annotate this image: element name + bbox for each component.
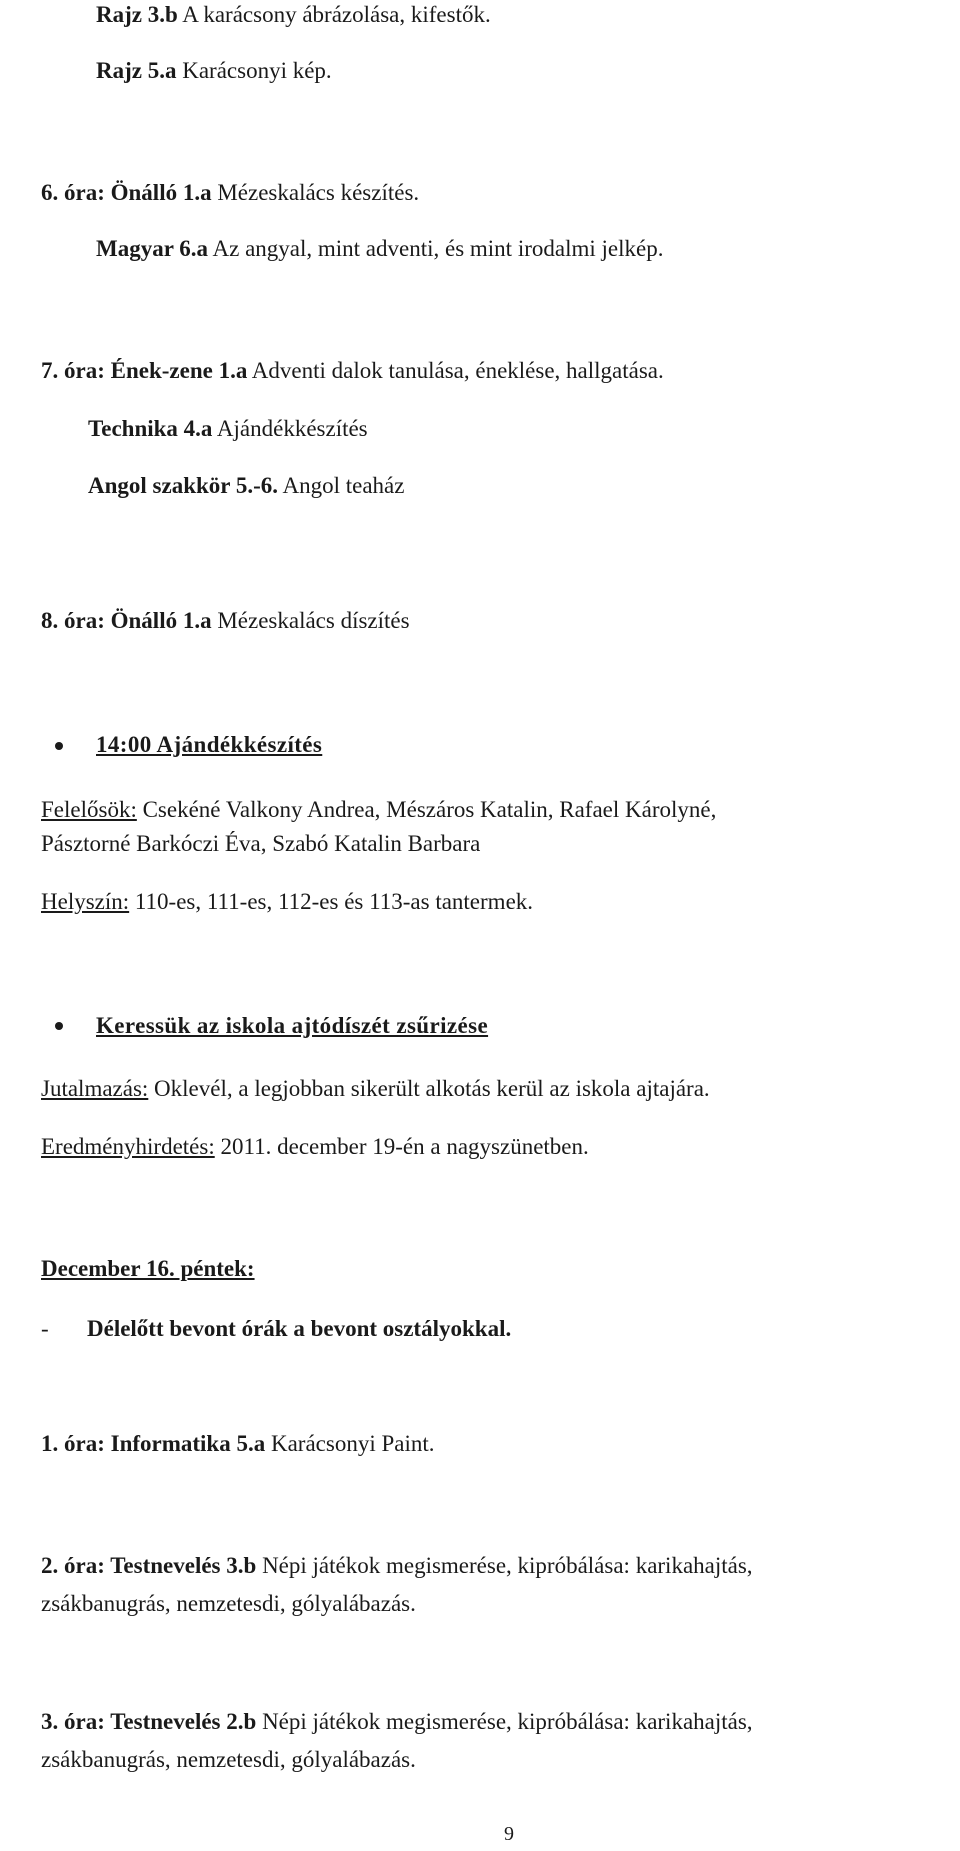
ajandek-responsible-line-2: Pásztorné Barkóczi Éva, Szabó Katalin Barbara [41, 831, 481, 856]
ajto-result-text: 2011. december 19-én a nagyszünetben. [214, 1134, 589, 1159]
ora-8-label: 8. óra: Önálló 1.a [41, 608, 212, 633]
december-16-heading: December 16. péntek: [41, 1256, 255, 1281]
ajandek-responsible-line [41, 796, 716, 824]
ora-3-line [41, 1708, 753, 1736]
rajz-3b-line [96, 1, 491, 29]
ajto-result-label: Eredményhirdetés: [41, 1134, 215, 1159]
technika-4a-text: Ajándékkészítés [212, 416, 368, 441]
bullet-icon [55, 742, 63, 750]
ajandek-location-line [41, 888, 533, 916]
ora-2-label: 2. óra: Testnevelés 3.b [41, 1553, 257, 1578]
ajto-reward-line [41, 1075, 710, 1103]
ora-6-text: Mézeskalács készítés. [211, 180, 420, 205]
ajto-result-line [41, 1133, 589, 1161]
angol-text: Angol teaház [278, 473, 405, 498]
page-number: 9 [504, 1823, 514, 1845]
magyar-6a-line [96, 235, 663, 263]
rajz-5a-label: Rajz 5.a [96, 58, 177, 83]
ora-1-label: 1. óra: Informatika 5.a [41, 1431, 266, 1456]
ora-3-line-2: zsákbanugrás, nemzetesdi, gólyalábazás. [41, 1747, 416, 1772]
ajto-reward-text: Oklevél, a legjobban sikerült alkotás kerül az iskola ajtajára. [148, 1076, 710, 1101]
rajz-5a-text: Karácsonyi kép. [176, 58, 332, 83]
dec16-dash: - [41, 1316, 49, 1341]
ora-2-line-2: zsákbanugrás, nemzetesdi, gólyalábazás. [41, 1591, 416, 1616]
angol-label: Angol szakkör 5.-6. [88, 473, 278, 498]
ora-8-text: Mézeskalács díszítés [211, 608, 410, 633]
ora-2-text: Népi játékok megismerése, kipróbálása: karikahajtás, [256, 1553, 753, 1578]
ajto-heading: Keressük az iskola ajtódíszét zsűrizése [96, 1013, 489, 1038]
rajz-5a-line [96, 57, 332, 85]
ajandek-responsible-label: Felelősök: [41, 797, 137, 822]
ora-1-line [41, 1430, 435, 1458]
ajandek-location-text: 110-es, 111-es, 112-es és 113-as tantermek. [129, 889, 534, 914]
ora-6-line [41, 179, 419, 207]
ora-6-label: 6. óra: Önálló 1.a [41, 180, 212, 205]
ora-1-text: Karácsonyi Paint. [265, 1431, 435, 1456]
angol-line [88, 472, 404, 500]
rajz-3b-text: A karácsony ábrázolása, kifestők. [177, 2, 491, 27]
magyar-6a-label: Magyar 6.a [96, 236, 209, 261]
ajandek-responsible-text: Csekéné Valkony Andrea, Mészáros Katalin, Rafael Károlyné, [136, 797, 717, 822]
ora-7-line [41, 357, 664, 385]
ora-8-line [41, 607, 410, 635]
technika-4a-line [88, 415, 368, 443]
ora-3-label: 3. óra: Testnevelés 2.b [41, 1709, 257, 1734]
ora-7-label: 7. óra: Ének-zene 1.a [41, 358, 248, 383]
ora-3-text: Népi játékok megismerése, kipróbálása: karikahajtás, [256, 1709, 753, 1734]
technika-4a-label: Technika 4.a [88, 416, 213, 441]
ajandek-location-label: Helyszín: [41, 889, 130, 914]
bullet-icon [55, 1022, 63, 1030]
ora-7-text: Adventi dalok tanulása, éneklése, hallgatása. [247, 358, 664, 383]
ajto-reward-label: Jutalmazás: [41, 1076, 149, 1101]
ajandek-heading: 14:00 Ajándékkészítés [96, 732, 323, 757]
magyar-6a-text: Az angyal, mint adventi, és mint irodalmi jelkép. [208, 236, 664, 261]
dec16-note: Délelőtt bevont órák a bevont osztályokkal. [87, 1316, 512, 1341]
ora-2-line [41, 1552, 753, 1580]
rajz-3b-label: Rajz 3.b [96, 2, 178, 27]
